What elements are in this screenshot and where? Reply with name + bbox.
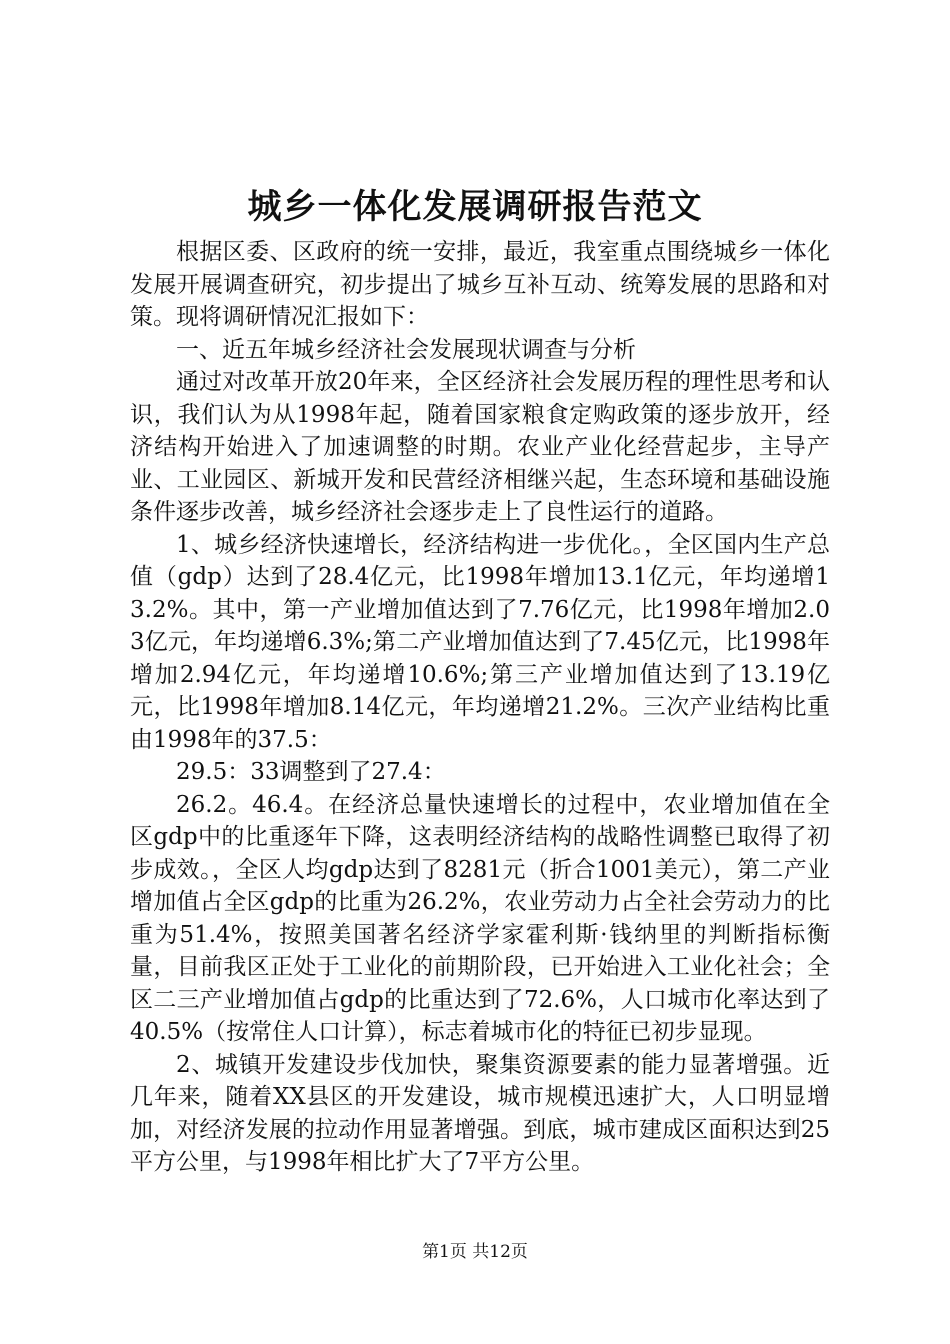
paragraph: 通过对改革开放20年来，全区经济社会发展历程的理性思考和认识，我们认为从1998年起，随着国家粮食定购政策的逐步放开，经济结构开始进入了加速调整的时期。农业产业化经营起步，主导产业、工业园区、新城开发和民营经济相继兴起，生态环境和基础设施条件逐步改善，城乡经济社会逐步走上了良性运行的道路。 (130, 369, 830, 525)
paragraph: 1、城乡经济快速增长，经济结构进一步优化。，全区国内生产总值（gdp）达到了28.4亿元，比1998年增加13.1亿元，年均递增13.2%。其中，第一产业增加值达到了7.76亿元，比1998年增加2.03亿元，年均递增6.3%;第二产业增加值达到了7.45亿元，比1998年增加2.94亿元，年均递增10.6%;第三产业增加值达到了13.19亿元，比1998年增加8.14亿元，年均递增21.2%。三次产业结构比重由1998年的37.5： (130, 531, 830, 753)
paragraph: 26.2。46.4。在经济总量快速增长的过程中，农业增加值在全区gdp中的比重逐年下降，这表明经济结构的战略性调整已取得了初步成效。，全区人均gdp达到了8281元（折合1001美元），第二产业增加值占全区gdp的比重为26.2%，农业劳动力占全社会劳动力的比重为51.4%，按照美国著名经济学家霍利斯·钱纳里的判断指标衡量，目前我区正处于工业化的前期阶段，已开始进入工业化社会；全区二三产业增加值占gdp的比重达到了72.6%，人口城市化率达到了40.5%（按常住人口计算），标志着城市化的特征已初步显现。 (130, 791, 830, 1045)
page-footer: 第1页 共12页 (422, 1242, 528, 1262)
paragraph: 2、城镇开发建设步伐加快，聚集资源要素的能力显著增强。近几年来，随着XX县区的开发建设，城市规模迅速扩大，人口明显增加，对经济发展的拉动作用显著增强。到底，城市建成区面积达到25平方公里，与1998年相比扩大了7平方公里。 (130, 1051, 830, 1175)
document-body (130, 236, 830, 1179)
document-title: 城乡一体化发展调研报告范文 (247, 187, 703, 227)
paragraph: 29.5：33调整到了27.4： (176, 759, 446, 785)
section-heading: 一、近五年城乡经济社会发展现状调查与分析 (176, 336, 636, 363)
paragraph-intro: 根据区委、区政府的统一安排，最近，我室重点围绕城乡一体化发展开展调查研究，初步提出了城乡互补互动、统筹发展的思路和对策。现将调研情况汇报如下： (130, 239, 830, 330)
